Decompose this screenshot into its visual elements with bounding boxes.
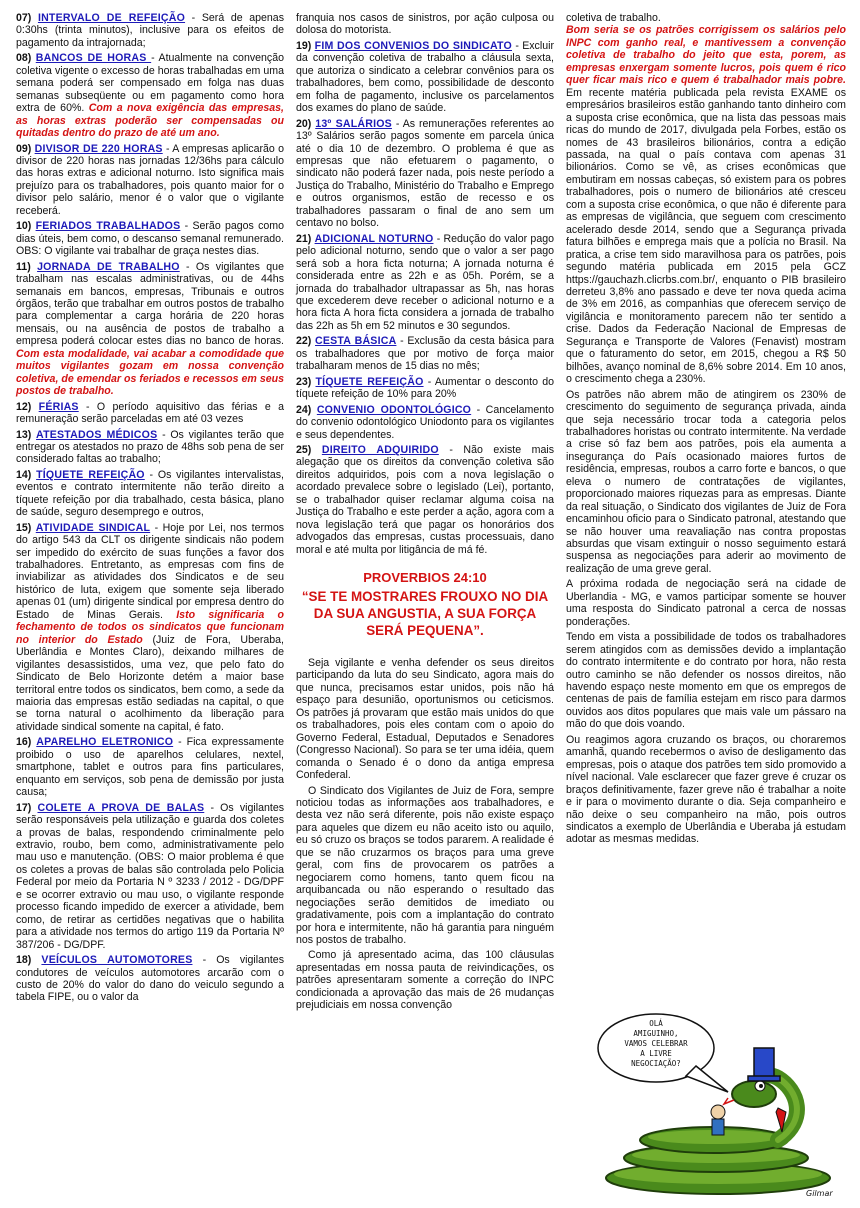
paragraph-union: Seja vigilante e venha defender os seus direitos participando da luta do seu Sindicato, agora mais do que nunca, precisamos estar unidos, pois não há espaço para desunião, oportunismos ou ceticismos. Os patrões já provaram que estão mais unidos do que os trabalhadores, pois eles contam com o apoio do Governo Federal, Estadual, Deputados e Senadores (Congresso Nacional). So para se ter uma idéia, quem comanda o Senado é o dono da antiga empresa Confederal. [296, 657, 554, 782]
snake-cartoon [578, 1000, 840, 1200]
clause-10: 10) FERIADOS TRABALHADOS - Serão pagos como dias úteis, bem como, o descanso semanal remunerado. OBS: O vigilante vai trabalhar de graça nestes dias. [16, 220, 285, 258]
column-middle [296, 12, 554, 1015]
clause-19: 19) FIM DOS CONVENIOS DO SINDICATO - Excluir da convenção coletiva de trabalho a cláusula sexta, que autoriza o sindicato a celebrar convênios para os trabalhadores, bem como, possibilidade de desconto em folha de pagamento, inclusive os parcelamentos dos exames do plano de saúde. [296, 39, 554, 115]
clause-18: 18) VEÍCULOS AUTOMOTORES - Os vigilantes condutores de veículos automotores arcarão com o custo de 20% do valor do dano do veiculo segundo a tabela FIPE, ou o valor da [16, 954, 284, 1004]
proverb-title: PROVERBIOS 24:10 [363, 570, 487, 586]
clause-09: 09) DIVISOR DE 220 HORAS - A empresas aplicarão o divisor de 220 horas nas jornadas 12/36hs para cálculo das horas extras e adicional noturno. Isto significa mais prejuízo para os trabalhadores, pois quanto maior for o divisor pelo salário, menor é o valor que o vigilante receberá. [16, 142, 284, 217]
paragraph-negociacao: A próxima rodada de negociação será na cidade de Uberlandia - MG, e vamos participar somente se houver uma resposta do Sindicato patronal a cerca de nossas ponderações. [566, 578, 846, 628]
clause-07: 07) INTERVALO DE REFEIÇÃO - Será de apenas 0:30hs (trinta minutos), inclusive para os efeitos de pagamento da intrajornada; [16, 12, 284, 49]
clause-17: 17) COLETE A PROVA DE BALAS - Os vigilantes serão responsáveis pela utilização e guarda dos coletes a provas de balas, respondendo criminalmente pelo extravio, roubo, bem como, administrativamente pelo mau uso e manutenção. (OBS: O maior problema é que os coletes a provas de balas são controlada pelo Policia Federal por meio da Portaria N º 3233 / 2012 - DG/DPF e se ocorrer extravio ou mau uso, o vigilante responde processo ficando impedido de exercer a atividade, bem como, de retirar as certidões negativas que o habilita para a atividade nos termos do artigo 119 da Portaria Nº 387/206 - DG/DPF. [16, 801, 285, 951]
clause-22: 22) CESTA BÁSICA - Exclusão da cesta básica para os trabalhadores que por motivo de força maior trabalharam menos de 15 dias no mês; [296, 335, 554, 373]
clause-25: 25) DIREITO ADQUIRIDO - Não existe mais alegação que os direitos da convenção coletiva são direitos adquiridos, pois com a nova legislação o acordado prevalece sobre o legislado (Lei), portanto, se o trabalhador quiser reclamar alguma coisa na Justiça do Trabalho e este perder a ação, agora com a nova legislação terá que pagar os honorários dos advogados das empresas, custas processuais, dano moral e até multa por litigância de má fé. [296, 443, 554, 556]
clause-13: 13) ATESTADOS MÉDICOS - Os vigilantes terão que entregar os atestados no prazo de 48hs sob pena de ser considerado faltas ao trabalho; [16, 428, 284, 466]
clause-12: 12) FÉRIAS - O período aquisitivo das férias e a remuneração serão parceladas em até 03 vezes [16, 400, 284, 426]
speech-line-4: A LIVRE [640, 1049, 672, 1058]
worker-figure-icon [711, 1105, 725, 1135]
clause-18-continued: franquia nos casos de sinistros, por ação culposa ou dolosa do motorista. [296, 12, 554, 37]
clause-11: 11) JORNADA DE TRABALHO - Os vigilantes que trabalham nas escalas administrativas, ou de 44hs semanais em bancos, empresas, Tribunais e outros órgãos, terão que trabalhar em outros postos de trabalho para complementar a carga horária de 220 horas mensais, ou na ausência de postos de trabalho a empresa poderá colocar estes dias no banco de horas. Com esta modalidade, vai acabar a comodidade que muitos vigilantes gozam em nossa convenção coletiva, de emendar os feriados e recessos em seus postos de trabalho. [16, 260, 284, 398]
paragraph-greve: Ou reagimos agora cruzando os braços, ou choraremos amanhã, quando recebermos o aviso de desligamento das empresas, pois o ataque dos patrões tem sido promovido a nível nacional. Vale esclarecer que fazer greve é cruzar os braços definitivamente, fazer greve não é trabalhar a noite e ir para o movimento durante o dia. Seja companheiro e não deixe o seu companheiro na mão, pois outros sindicatos a exemplo de Uberlândia e Uberaba já estudam adotar as mesmas medidas. [566, 733, 846, 846]
clause-21: 21) ADICIONAL NOTURNO - Redução do valor pago pelo adicional noturno, sendo que o valor a ser pago será sob a hora ficta noturna; A jornada noturna é considerada entre as 22h e as 05h. Porém, se a jornada do trabalhador ultrapassar as 5h, nas horas que excederem deve receber o adicional noturno e a hora ficta A hora ficta considera a jornada de trabalho das 22h as 5h em 52 minutos e 30 segundos. [296, 232, 554, 332]
clause-15: 15) ATIVIDADE SINDICAL - Hoje por Lei, nos termos do artigo 543 da CLT os dirigente sindicais não podem ser impedido do exército de suas funções a favor dos trabalhadores. Entretanto, as empresas com fins de inviabilizar as atividades dos Sindicatos e de seu histórico de luta, exigem que somente seja liberado apenas 01 (um) dirigente sindical por empresa dentro do Estado de Minas Gerais. Isto significaria o fechamento de todos os sindicatos que funcionam no interior do Estado (Juiz de Fora, Uberaba, Uberlândia e Montes Claro), deixando milhares de vigilantes desassistidos, uma vez, que pelo fato do Sindicato de Belo Horizonte detém a maior base territoral entre todos os sindicatos, bem como, a sede da maioria das empresas estão sediadas na capital, o que se torna natural o acolhimento da liberação para atividade sindical somente na capital, é fato. [16, 521, 285, 733]
speech-line-3: VAMOS CELEBRAR [624, 1039, 688, 1048]
clause-14: 14) TÍQUETE REFEIÇÃO - Os vigilantes intervalistas, eventos e contrato intermitente não terão direito a tíquete refeição por dia trabalhado, cesta básica, plano de saúde, seguro desemprego e outros, [16, 468, 284, 519]
cartoon-signature: Gilmar [806, 1189, 833, 1198]
speech-line-1: OLÁ [649, 1019, 663, 1028]
clause-23: 23) TÍQUETE REFEIÇÃO - Aumentar o desconto do tíquete refeição de 10% para 20% [296, 375, 554, 401]
column-left [16, 12, 284, 1007]
column-right [566, 12, 846, 849]
paragraph-demissoes: Tendo em vista a possibilidade de todos os trabalhadores serem atingidos com as demissões devido a implantação do contrato intermitente e do contrato por hora, não resta outro caminho se não defender os nossos direitos, não havendo espaço neste momento em que os empregos de centenas de pais de família estejam em risco para darmos ouvidos aos ditos populares que mais vale um pássaro na mão do que dois voando. [566, 631, 846, 731]
clause-20: 20) 13º SALÁRIOS - As remunerações referentes ao 13º Salários serão pagos somente em parcela única até o dia 10 de dezembro. O problema é que as empresas que não efetuarem o pagamento, o sindicato não poderá fazer nada, pois neste período a Justiça do Trabalho, Ministério do Trabalho e Emprego e outros organismos, estão de recesso e os trabalhadores passaram o final de ano sem um centavo no bolso. [296, 117, 554, 230]
clause-16: 16) APARELHO ELETRONICO - Fica expressamente proibido o uso de aparelhos celulares, nextel, smartphone, tablet e outros para fins particulares, enquanto em serviços, sob pena de demissão por justa causa; [16, 736, 284, 799]
paragraph-clausulas: Como já apresentado acima, das 100 cláusulas apresentadas em nossa pauta de reivindicações, os patrões apresentaram somente a correção do INPC condicionada a aprovação das mais de 26 mudanças prejudiciais em nossa convenção [296, 949, 554, 1012]
speech-bubble-tail [686, 1066, 728, 1092]
speech-line-5: NEGOCIAÇÃO? [631, 1059, 681, 1068]
clause-24: 24) CONVENIO ODONTOLÓGICO - Cancelamento do convenio odontológico Uniodonto para os vigilantes e seus dependentes. [296, 403, 554, 441]
proverb-text: “SE TE MOSTRARES FROUXO NO DIA DA SUA ANGUSTIA, A SUA FORÇA SERÁ PEQUENA”. [301, 589, 549, 639]
paragraph-crescimento: Os patrões não abrem mão de atingirem os 230% de crescimento do seguimento de segurança privada, ainda que seja necessário trocar toda a categoria pelos trabalhadores horistas ou contrato intermitente. Na verdade a crise só faz bem aos patrões, pois ela aumenta a insegurança do País ocasionado maiores furtos de residência, empresas, roubos a carro forte e bancos, o que eleva o numero de contratações de vigilantes, proporcionado maiores riquezas para as empresas. Diante da real situação, o Sindicato dos vigilantes de Juiz de Fora encaminhou oficio para o Sindicato patronal, atestando que se não houver uma reavaliação nas contra propostas absurdas que visam extinguir o nosso seguimento estará suspensa as negociações para aderir ao movimento de realização de uma greve geral. [566, 388, 846, 575]
speech-line-2: AMIGUINHO, [633, 1029, 679, 1038]
paragraph-sindicato: O Sindicato dos Vigilantes de Juiz de Fora, sempre noticiou todas as informações aos trabalhadores, e desta vez não será diferente, pois não existe espaço para aqueles que dizem eu não aceito isto ou aquilo, eu só cruzo os braços se todos pararem. A realidade é que se não cruzarmos os braços para uma greve geral, com fins de provocarem os patrões a negociarem como homens, tanto quem ficou na arquibancada ou não esperando o resultado das negociações serão demitidos de imediato ou gradativamente, pois com a implantação do contrato por hora e intermitente, não há garantia para ninguém nos postos de trabalho. [296, 784, 554, 946]
clause-08: 08) BANCOS DE HORAS - Atualmente na convenção coletiva vigente o excesso de horas trabalhadas em uma semana poderá ser compensado em folga nas duas semanas subseqüente ou em pagamento como hora extra de 60%. Com a nova exigência das empresas, as horas extras poderão ser compensadas ou quitadas dentro do prazo de até um ano. [16, 52, 285, 140]
paragraph-continued: coletiva de trabalho. Bom seria se os patrões corrigissem os salários pelo INPC com ganho real, e mantivessem a convenção coletiva de trabalho do jeito que esta, porem, as empresas enxergam somente lucros, pois quem é rico quer ficar mais rico e quem é trabalhador mais pobre. Em recente matéria publicada pela revista EXAME os empresários brasileiros estão ganhando tanto dinheiro com a suposta crise econômica, que na lista das pessoas mais ricas do mundo de 2017, divulgada pela Forbes, estão os nomes de 43 brasileiros bilionários, contra a edição passada, na qual o país contava com apenas 31 bilionários. Como se vê, as crises econômicas que embutiram em nossas cabeças, só existem para os pobres trabalhadores, pois o numero de bilionários até cresceu com a suposta crise econômica, o que não é diferente para as empresas de vigilância, que seguem com crescimento acelerado desde 2014, sendo que a Segurança privada fatura bilhões e emprega mais que a polícia no Brasil. Na pratica, a crise tem sido maravilhosa para os patrões, pois segundo matéria publicada em 2015 pela GCZ https://gauchazh.clicrbs.com.br/, enquanto o PIB brasileiro derreteu 3,8% ano passado e deve ter nova queda acima de 3% em 2016, as companhias que oferecem serviço de vigilância e monitoramento parecem não ter sentido a crise. Dados da Federação Nacional de Empresas de Segurança e Transporte de Valores (Fenavist) mostram que o faturamento do setor, em 2015, chegou a R$ 50 bilhões, avanço nominal de 8,6% sobre 2014. Em 10 anos, o crescimento chega a 230%. [566, 12, 846, 386]
